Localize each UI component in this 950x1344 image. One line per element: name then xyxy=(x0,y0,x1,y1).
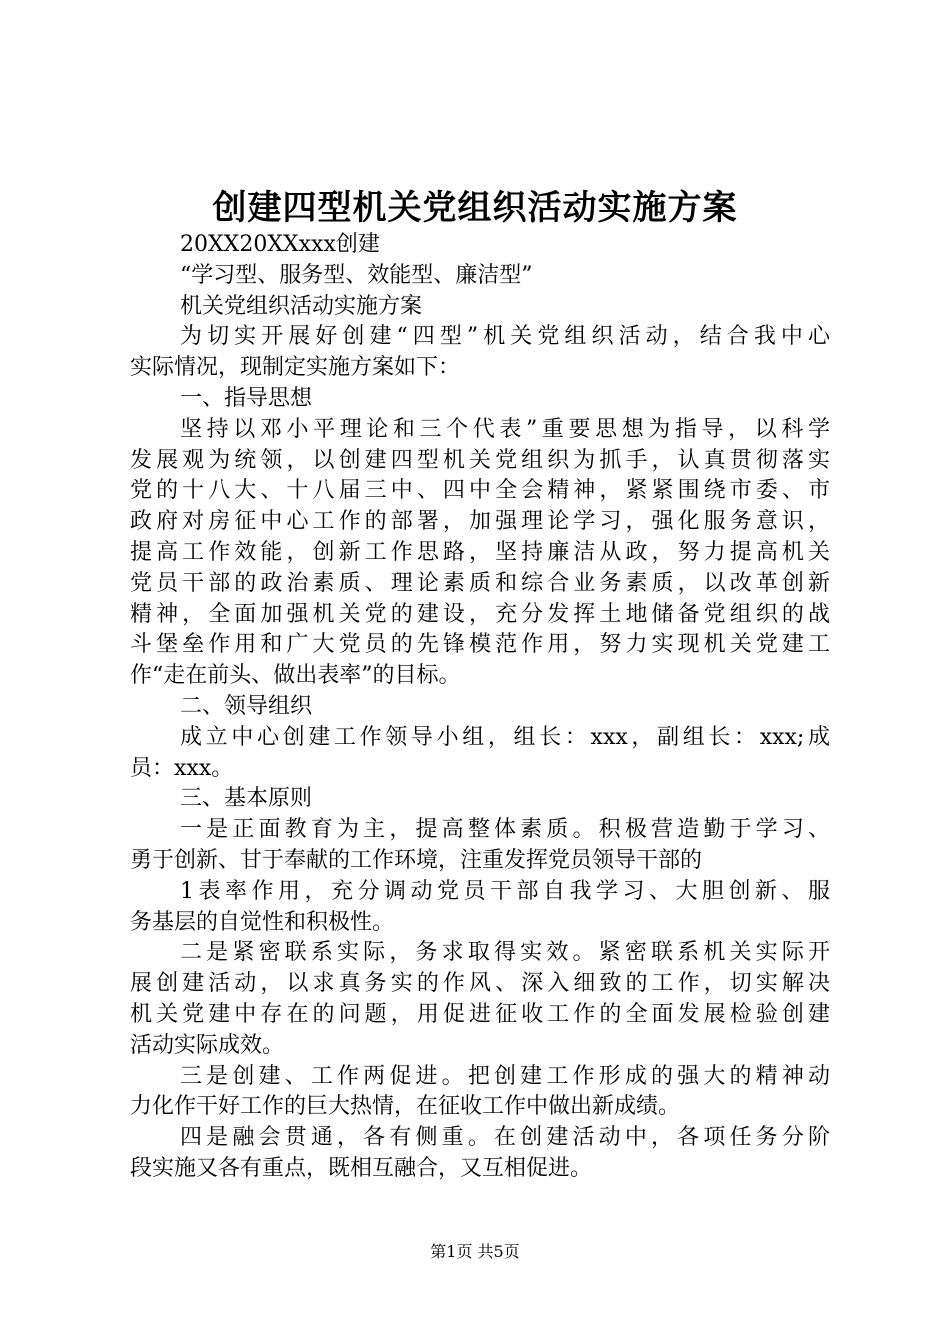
paragraph-line: 二、领导组织 xyxy=(180,693,313,719)
paragraph-line: 为切实开展好创建“四型”机关党组织活动，结合我中心 xyxy=(180,324,830,350)
paragraph xyxy=(130,415,830,692)
paragraph xyxy=(130,1062,830,1124)
paragraph-line: 机关党组织活动实施方案 xyxy=(180,293,423,319)
paragraph-line: 三、基本原则 xyxy=(180,786,313,812)
paragraph-line: 作“走在前头、做出表率”的目标。 xyxy=(130,663,461,689)
paragraph-line: 三是创建、工作两促进。把创建工作形成的强大的精神动 xyxy=(180,1063,830,1089)
paragraph-line: 提高工作效能，创新工作思路，坚持廉洁从政，努力提高机关 xyxy=(130,539,830,565)
paragraph-line: 活动实际成效。 xyxy=(130,1032,285,1058)
paragraph-line: 实际情况，现制定实施方案如下： xyxy=(130,355,461,381)
document-body xyxy=(130,230,830,1185)
paragraph xyxy=(130,292,830,323)
paragraph-line: 党的十八大、十八届三中、四中全会精神，紧紧围绕市委、市 xyxy=(130,478,830,504)
paragraph-line: 20XX20XXxxx创建 xyxy=(180,232,380,257)
paragraph-line: 四是融会贯通，各有侧重。在创建活动中，各项任务分阶 xyxy=(180,1125,830,1151)
paragraph-line: 段实施又各有重点，既相互融合，又互相促进。 xyxy=(130,1155,593,1181)
paragraph-line: 员：xxx。 xyxy=(130,755,234,781)
paragraph-line: 机关党建中存在的问题，用促进征收工作的全面发展检验创建 xyxy=(130,1001,830,1027)
document-title: 创建四型机关党组织活动实施方案 xyxy=(212,188,738,228)
paragraph-line: 二是紧密联系实际，务求取得实效。紧密联系机关实际开 xyxy=(180,940,830,966)
paragraph-line: 一、指导思想 xyxy=(180,385,313,411)
paragraph-line: 一是正面教育为主，提高整体素质。积极营造勤于学习、 xyxy=(180,817,830,843)
paragraph xyxy=(130,322,830,384)
paragraph-line: 发展观为统领，以创建四型机关党组织为抓手，认真贯彻落实 xyxy=(130,447,830,473)
paragraph-line: 勇于创新、甘于奉献的工作环境，注重发挥党员领导干部的 xyxy=(130,847,703,873)
paragraph-line: “学习型、服务型、效能型、廉洁型” xyxy=(180,262,533,288)
paragraph-line: 力化作干好工作的巨大热情，在征收工作中做出新成绩。 xyxy=(130,1094,681,1120)
paragraph xyxy=(130,815,830,877)
paragraph xyxy=(130,723,830,785)
paragraph-line: 展创建活动，以求真务实的作风、深入细致的工作，切实解决 xyxy=(130,971,830,997)
paragraph-line: 党员干部的政治素质、理论素质和综合业务素质，以改革创新 xyxy=(130,570,830,596)
paragraph xyxy=(130,784,830,815)
paragraph xyxy=(130,1123,830,1185)
paragraph xyxy=(130,877,830,939)
paragraph xyxy=(130,261,830,292)
paragraph xyxy=(130,692,830,723)
paragraph-line: 坚持以邓小平理论和三个代表”重要思想为指导，以科学 xyxy=(180,416,830,442)
paragraph xyxy=(130,384,830,415)
paragraph xyxy=(130,938,830,1061)
paragraph xyxy=(130,230,830,261)
paragraph-line: 政府对房征中心工作的部署，加强理论学习，强化服务意识， xyxy=(130,509,830,535)
paragraph-line: 斗堡垒作用和广大党员的先锋模范作用，努力实现机关党建工 xyxy=(130,632,830,658)
paragraph-line: 1表率作用，充分调动党员干部自我学习、大胆创新、服 xyxy=(180,878,830,904)
paragraph-line: 精神，全面加强机关党的建设，充分发挥土地储备党组织的战 xyxy=(130,601,830,627)
page-number-footer: 第1页 共5页 xyxy=(430,1242,520,1261)
paragraph-line: 成立中心创建工作领导小组，组长：xxx，副组长：xxx;成 xyxy=(180,724,830,750)
paragraph-line: 务基层的自觉性和积极性。 xyxy=(130,909,395,935)
